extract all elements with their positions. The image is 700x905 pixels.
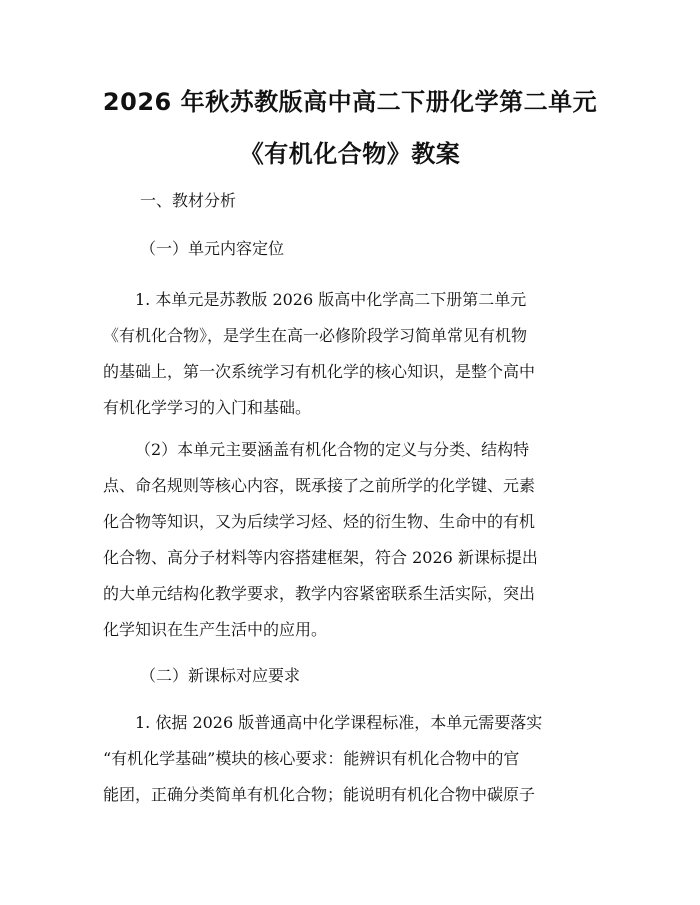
paragraph-line: 能团，正确分类简单有机化合物；能说明有机化合物中碳原子 xyxy=(103,785,536,804)
section-heading-textbook-analysis: 一、教材分析 xyxy=(140,191,237,210)
paragraph-line: （2）本单元主要涵盖有机化合物的定义与分类、结构特 xyxy=(135,440,530,459)
document-title-line-2: 《有机化合物》教案 xyxy=(239,140,461,168)
paragraph-line: 有机化学学习的入门和基础。 xyxy=(103,398,312,417)
document-title-line-1: 2026 年秋苏教版高中高二下册化学第二单元 xyxy=(102,88,598,116)
paragraph-line: 的基础上，第一次系统学习有机化学的核心知识，是整个高中 xyxy=(103,362,536,381)
paragraph-line: 化合物、高分子材料等内容搭建框架，符合 2026 新课标提出 xyxy=(103,548,538,567)
paragraph-line: 《有机化合物》，是学生在高一必修阶段学习简单常见有机物 xyxy=(103,326,528,345)
paragraph-unit-positioning-1 xyxy=(103,282,597,426)
paragraph-line: 点、命名规则等核心内容，既承接了之前所学的化学键、元素 xyxy=(103,476,536,495)
paragraph-curriculum-requirements-1 xyxy=(103,705,597,813)
paragraph-line: 的大单元结构化教学要求，教学内容紧密联系生活实际，突出 xyxy=(103,584,536,603)
subsection-heading-curriculum-requirements: （二）新课标对应要求 xyxy=(140,666,301,685)
paragraph-line: 1. 依据 2026 版普通高中化学课程标准，本单元需要落实 xyxy=(135,713,543,732)
paragraph-line: “有机化学基础”模块的核心要求：能辨识有机化合物中的官 xyxy=(103,749,520,768)
paragraph-line: 化合物等知识，又为后续学习烃、烃的衍生物、生命中的有机 xyxy=(103,512,536,531)
paragraph-line: 化学知识在生产生活中的应用。 xyxy=(103,620,328,639)
paragraph-unit-positioning-2 xyxy=(103,432,597,648)
subsection-heading-unit-positioning: （一）单元内容定位 xyxy=(140,239,285,258)
paragraph-line: 1. 本单元是苏教版 2026 版高中化学高二下册第二单元 xyxy=(135,290,527,309)
